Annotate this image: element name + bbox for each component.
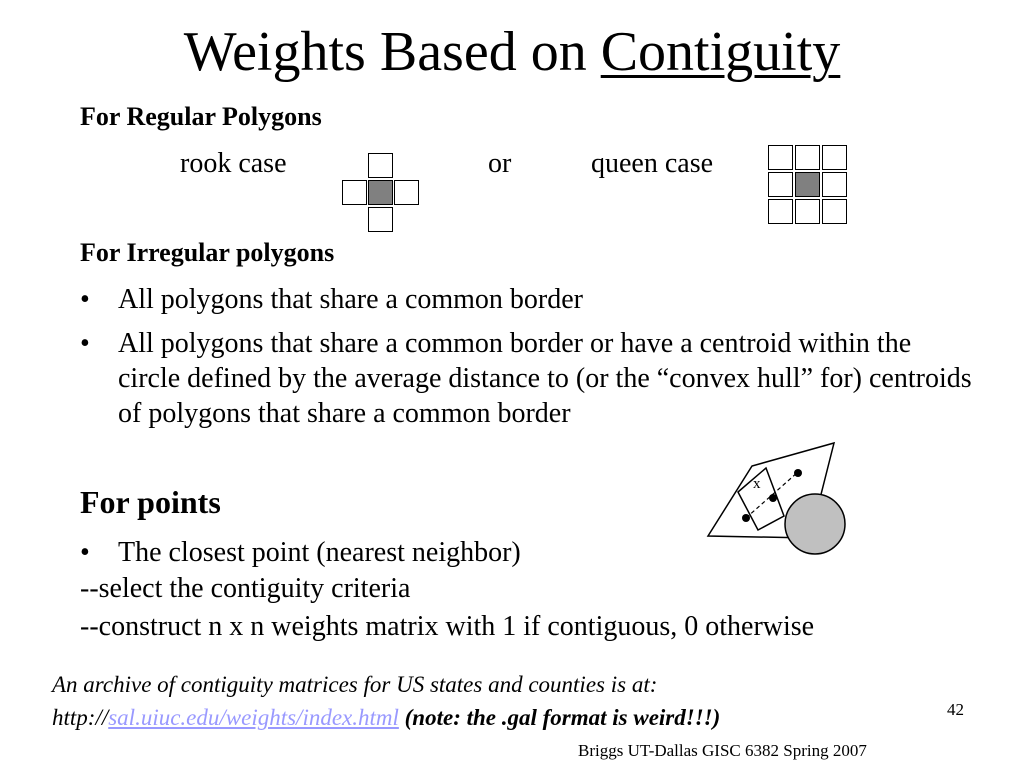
bullet-mark: •: [80, 328, 90, 359]
rook-cell-south: [368, 207, 393, 232]
centroid-circle: [785, 494, 845, 554]
irregular-polygons-heading: For Irregular polygons: [80, 238, 335, 267]
points-neighbor-figure: [700, 438, 860, 562]
queen-cell: [822, 199, 847, 224]
page-number: 42: [947, 700, 964, 719]
bullet-mark: •: [80, 537, 90, 568]
x-label: x: [753, 476, 761, 492]
slide-title: [0, 22, 1024, 84]
bullet-shared-border: [80, 282, 583, 317]
queen-cell: [822, 172, 847, 197]
archive-note: [52, 668, 720, 735]
bullet-text: All polygons that share a common border or have a centroid within the circle defined by the average distance to (or the “convex hull” for) centroids of polygons that share a common border: [118, 328, 972, 429]
regular-polygons-heading: For Regular Polygons: [80, 102, 322, 131]
queen-cell: [768, 145, 793, 170]
bullet-mark: •: [80, 284, 90, 315]
archive-line2: [52, 701, 720, 734]
footer-text: Briggs UT-Dallas GISC 6382 Spring 2007: [578, 741, 867, 760]
bullet-text: The closest point (nearest neighbor): [118, 537, 521, 568]
bullet-nearest-neighbor: [80, 535, 521, 570]
archive-link[interactable]: sal.uiuc.edu/weights/index.html: [108, 705, 399, 731]
queen-case-label: queen case: [591, 148, 714, 179]
bullet-text: All polygons that share a common border: [118, 284, 584, 315]
title-underlined: Contiguity: [600, 21, 841, 83]
queen-cell: [822, 145, 847, 170]
queen-cell: [768, 199, 793, 224]
queen-cell: [768, 172, 793, 197]
queen-cell: [795, 145, 820, 170]
points-heading: For points: [80, 484, 221, 520]
archive-note-text: (note: the .gal format is weird!!!): [404, 705, 721, 731]
archive-line1: An archive of contiguity matrices for US states and counties is at:: [52, 672, 658, 697]
queen-cell: [795, 199, 820, 224]
archive-prefix: http://: [52, 705, 109, 731]
point-dot: [742, 514, 750, 522]
rook-case-label: rook case: [180, 148, 287, 179]
title-prefix: Weights Based on: [183, 21, 587, 83]
rook-case-diagram: [342, 153, 422, 233]
point-dot: [769, 494, 777, 502]
select-criteria-line: --select the contiguity criteria: [80, 573, 411, 604]
or-label: or: [488, 148, 512, 179]
queen-case-diagram: [768, 145, 850, 227]
point-dot: [794, 469, 802, 477]
queen-cell-center: [795, 172, 820, 197]
rook-cell-east: [394, 180, 419, 205]
rook-cell-west: [342, 180, 367, 205]
bullet-centroid-circle: [80, 326, 980, 431]
rook-cell-north: [368, 153, 393, 178]
construct-matrix-line: --construct n x n weights matrix with 1 if contiguous, 0 otherwise: [80, 611, 815, 642]
rook-cell-center: [368, 180, 393, 205]
